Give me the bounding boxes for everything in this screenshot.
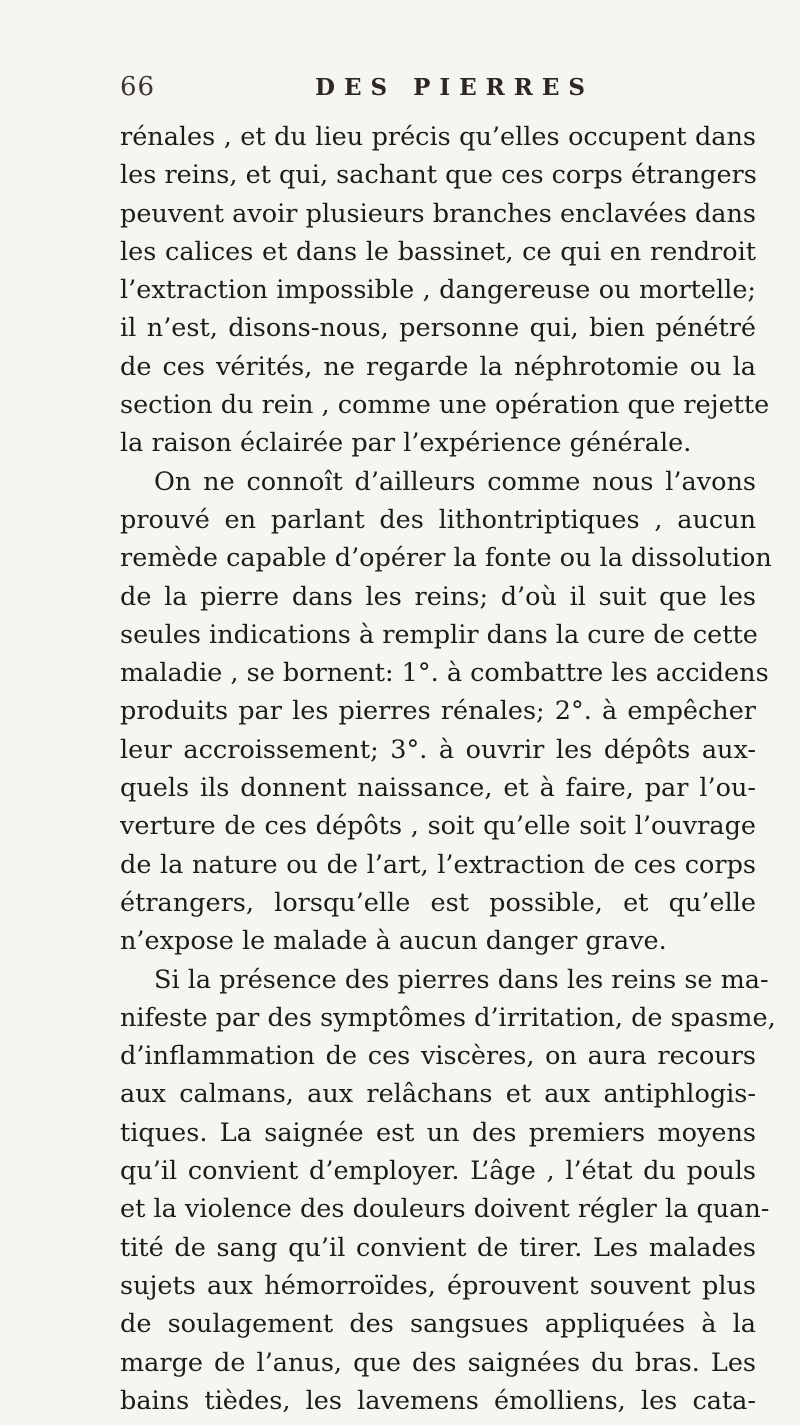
text-line: de la pierre dans les reins; d’où il suit que les	[120, 581, 756, 612]
body-text	[120, 118, 776, 1420]
text-line: n’expose le malade à aucun danger grave.	[120, 926, 667, 957]
text-line: qu’il convient d’employer. L’âge , l’état du pouls	[120, 1156, 756, 1187]
text-line: aux calmans, aux relâchans et aux antiphlogis-	[120, 1079, 756, 1110]
running-head: DES PIERRES	[315, 74, 595, 101]
text-line: les reins, et qui, sachant que ces corps étrangers	[120, 160, 757, 191]
text-line: section du rein , comme une opération que rejette	[120, 390, 770, 421]
text-line: il n’est, disons-nous, personne qui, bien pénétré	[120, 313, 756, 344]
page-header	[120, 72, 750, 112]
text-line: bains tièdes, les lavemens émolliens, les cata-	[120, 1385, 756, 1416]
text-line: et la violence des douleurs doivent régler la quan-	[120, 1194, 770, 1225]
text-line: les calices et dans le bassinet, ce qui en rendroit	[120, 236, 756, 267]
text-line: tité de sang qu’il convient de tirer. Les malades	[120, 1232, 756, 1263]
text-line: prouvé en parlant des lithontriptiques , aucun	[120, 504, 756, 535]
text-line: seules indications à remplir dans la cure de cette	[120, 619, 758, 650]
text-line: l’extraction impossible , dangereuse ou mortelle;	[120, 275, 756, 306]
text-line: la raison éclairée par l’expérience générale.	[120, 428, 692, 459]
text-line: produits par les pierres rénales; 2°. à empêcher	[120, 696, 756, 727]
text-line: verture de ces dépôts , soit qu’elle soit l’ouvrage	[120, 811, 756, 842]
text-line: tiques. La saignée est un des premiers moyens	[120, 1117, 756, 1148]
text-line: nifeste par des symptômes d’irritation, de spasme,	[120, 1002, 776, 1033]
paragraph-start-line: Si la présence des pierres dans les reins se ma-	[154, 964, 769, 995]
text-line: marge de l’anus, que des saignées du bras. Les	[120, 1347, 756, 1378]
text-line: peuvent avoir plusieurs branches enclavées dans	[120, 198, 756, 229]
text-line: étrangers, lorsqu’elle est possible, et qu’elle	[120, 887, 756, 918]
text-line: maladie , se bornent: 1°. à combattre les accidens	[120, 658, 769, 689]
text-line: quels ils donnent naissance, et à faire, par l’ou-	[120, 773, 756, 804]
text-line: de ces vérités, ne regarde la néphrotomie ou la	[120, 351, 756, 382]
paragraph-start-line: On ne connoît d’ailleurs comme nous l’avons	[154, 466, 756, 497]
text-line: rénales , et du lieu précis qu’elles occupent dans	[120, 122, 756, 152]
text-line: sujets aux hémorroïdes, éprouvent souvent plus	[120, 1270, 756, 1301]
text-line: remède capable d’opérer la fonte ou la dissolution	[120, 543, 772, 574]
text-line: de soulagement des sangsues appliquées à la	[120, 1309, 756, 1340]
page-number: 66	[120, 72, 156, 102]
text-line: d’inflammation de ces viscères, on aura recours	[120, 1041, 756, 1072]
text-line: leur accroissement; 3°. à ouvrir les dépôts aux-	[120, 734, 756, 765]
text-line: de la nature ou de l’art, l’extraction de ces corps	[120, 849, 756, 880]
